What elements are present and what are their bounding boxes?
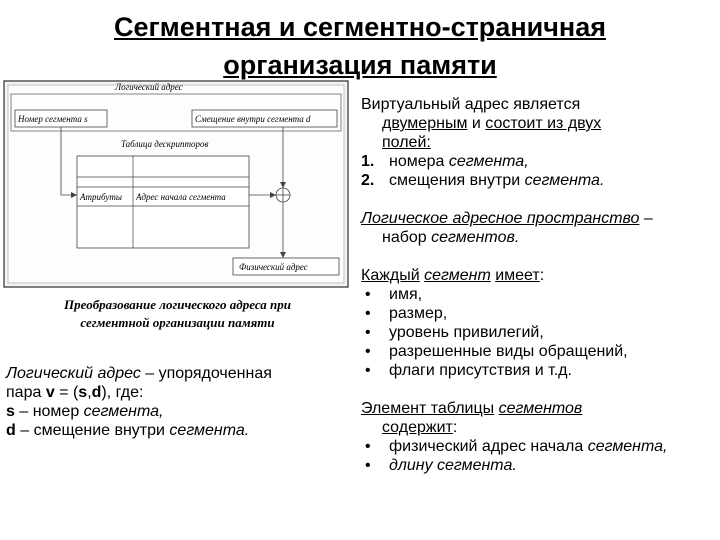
definition-close: ), где: bbox=[101, 384, 144, 401]
var-d: d bbox=[91, 384, 102, 401]
segment-colon: : bbox=[539, 267, 545, 284]
las-italic: сегментов. bbox=[431, 229, 520, 246]
virtual-and: и bbox=[467, 115, 486, 132]
attributes-label: Атрибуты bbox=[80, 192, 122, 202]
las-dash: – bbox=[639, 210, 653, 227]
definition-eq: = ( bbox=[54, 384, 79, 401]
fields: полей: bbox=[382, 134, 431, 151]
list-item: • размер, bbox=[365, 305, 448, 322]
physical-address-label: Физический адрес bbox=[239, 262, 308, 272]
segment-word-3: имеет bbox=[495, 267, 540, 284]
definition-comma: , bbox=[87, 384, 92, 401]
consists-of: состоит из двух bbox=[485, 115, 602, 132]
las-text: набор bbox=[382, 229, 432, 246]
var-s-def: s bbox=[6, 403, 15, 420]
var-v: v bbox=[45, 384, 55, 401]
list-item: • физический адрес начала сегмента, bbox=[365, 438, 668, 455]
list-item: • разрешенные виды обращений, bbox=[365, 343, 628, 360]
caption-line-1: Преобразование логического адреса при bbox=[63, 297, 291, 312]
segment-start-label: Адрес начала сегмента bbox=[136, 192, 226, 202]
virtual-address-block bbox=[361, 95, 717, 190]
logical-address-definition bbox=[6, 364, 346, 440]
d-def-italic: сегмента. bbox=[169, 422, 250, 439]
table-element-block bbox=[361, 399, 717, 475]
s-def-text: – номер bbox=[14, 403, 84, 420]
segment-attributes-block bbox=[361, 266, 717, 380]
element-word-3: содержит bbox=[382, 419, 453, 436]
title-line-1: Сегментная и сегментно-страничная bbox=[114, 12, 606, 42]
segment-translation-diagram bbox=[3, 80, 349, 288]
las-term: Логическое адресное пространство bbox=[361, 210, 640, 227]
element-word-2: сегментов bbox=[498, 400, 583, 417]
right-column bbox=[361, 95, 717, 475]
offset-label: Смещение внутри сегмента d bbox=[195, 114, 311, 124]
segment-word-1: Каждый bbox=[361, 267, 420, 284]
page-title bbox=[0, 8, 720, 84]
list-item: • уровень привилегий, bbox=[365, 324, 544, 341]
var-d-def: d bbox=[6, 422, 16, 439]
virtual-intro: Виртуальный адрес является bbox=[361, 96, 581, 113]
two-dimensional: двумерным bbox=[382, 115, 468, 132]
logical-address-label: Логический адрес bbox=[115, 82, 183, 92]
diagram-caption bbox=[20, 296, 335, 332]
segment-number-label: Номер сегмента s bbox=[18, 114, 88, 124]
numbered-item-1: 1. номера сегмента, bbox=[361, 153, 529, 170]
d-def-text: – смещение внутри bbox=[15, 422, 170, 439]
definition-text: – упорядоченная bbox=[140, 365, 272, 382]
list-item: • имя, bbox=[365, 286, 423, 303]
descriptor-table bbox=[77, 156, 249, 248]
descriptor-table-label: Таблица дескрипторов bbox=[121, 139, 209, 149]
var-s: s bbox=[78, 384, 88, 401]
list-item: • длину сегмента. bbox=[365, 457, 517, 474]
element-word-1: Элемент таблицы bbox=[361, 400, 495, 417]
title-line-2: организация памяти bbox=[223, 50, 497, 80]
list-item: • флаги присутствия и т.д. bbox=[365, 362, 572, 379]
caption-line-2: сегментной организации памяти bbox=[80, 315, 275, 330]
s-def-italic: сегмента, bbox=[83, 403, 164, 420]
numbered-item-2: 2. смещения внутри сегмента. bbox=[361, 172, 605, 189]
definition-pair-text: пара bbox=[6, 384, 46, 401]
element-colon: : bbox=[452, 419, 458, 436]
logical-address-term: Логический адрес bbox=[6, 365, 141, 382]
logical-address-space-block bbox=[361, 209, 717, 247]
segment-word-2: сегмент bbox=[424, 267, 491, 284]
